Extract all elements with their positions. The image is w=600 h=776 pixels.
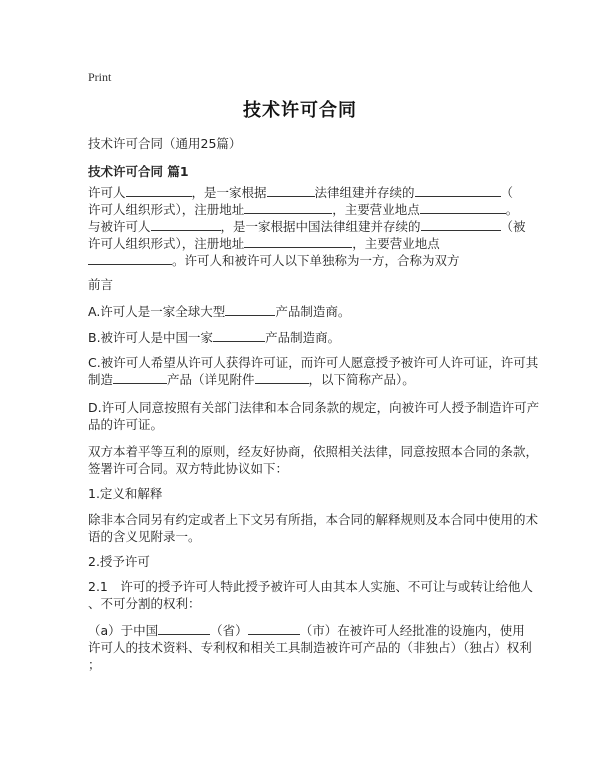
clause-d: D.许可人同意按照有关部门法律和本合同条款的规定，向被许可人授予制造许可产 品的许可证。 (88, 400, 540, 432)
heading-definitions: 1.定义和解释 (88, 486, 163, 501)
print-label[interactable]: Print (88, 70, 112, 84)
clause-2-a: （a）于中国 （省） （市）在被许可人经批准的设施内，使用 许可人的技术资料、专利权和相关工具制造被许可产品的（非独占）（独占）权利 ； (88, 623, 532, 672)
section-title: 技术许可合同 篇1 (88, 164, 189, 179)
clause-b: B.被许可人是中国一家 产品制造商。 (88, 330, 341, 345)
document-subtitle: 技术许可合同（通用25篇） (88, 136, 242, 151)
intro-paragraph: 许可人 ，是一家根据 法律组建并存续的 （ 许可人组织形式），注册地址 ，主要营业地点 。 与被许可人 ，是一家根据中国法律组建并存续的 （被 许可人组织形式），注册地址 ，主要营业地点 。许可人和被许可人以下单独称为一方，合称为双方 (88, 185, 526, 268)
clause-a: A.许可人是一家全球大型 产品制造商。 (88, 304, 351, 319)
clause-c: C.被许可人希望从许可人获得许可证，而许可人愿意授予被许可人许可证，许可其 制造 产品（详见附件 ，以下简称产品）。 (88, 355, 539, 387)
document-title: 技术许可合同 (243, 100, 357, 121)
clause-2-1: 2.1 许可的授予许可人特此授予被许可人由其本人实施、不可让与或转让给他人 、不可分割的权利： (88, 579, 533, 611)
preface-heading: 前言 (88, 277, 114, 292)
agreement-paragraph: 双方本着平等互利的原则，经友好协商，依照相关法律，同意按照本合同的条款， 签署许可合同。双方特此协议如下： (88, 444, 539, 476)
definition-paragraph: 除非本合同另有约定或者上下文另有所指，本合同的解释规则及本合同中使用的术 语的含义见附录一。 (88, 512, 539, 544)
heading-grant: 2.授予许可 (88, 554, 150, 569)
